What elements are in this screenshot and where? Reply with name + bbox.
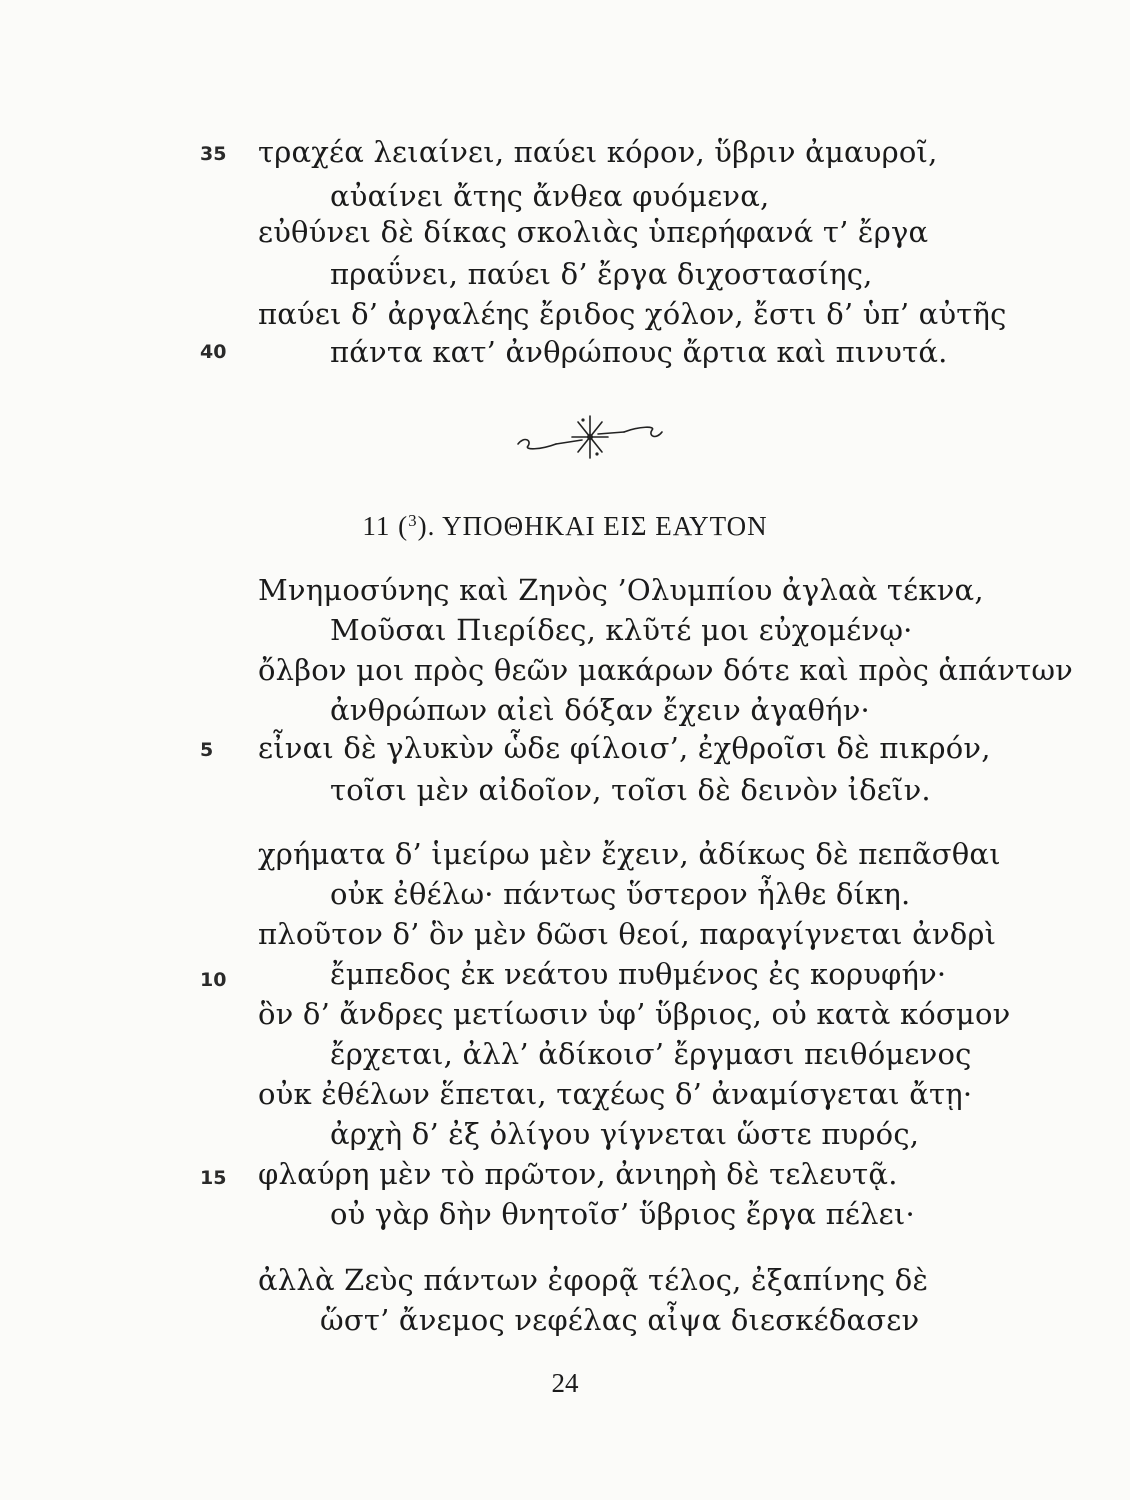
verse-line: οὐκ ἐθέλων ἕπεται, ταχέως δ’ ἀναμίσγεται ἄτῃ· bbox=[258, 1077, 973, 1111]
poem-title: 11 ($^3$). ΥΠΟΘΗΚΑΙ ΕΙΣ ΕΑΥΤΟΝ bbox=[362, 511, 768, 541]
verse-line: ἀλλὰ Ζεὺς πάντων ἐφορᾷ τέλος, ἐξαπίνης δὲ bbox=[258, 1263, 929, 1297]
verse-line: αὐαίνει ἄτης ἄνθεα φυόμενα, bbox=[330, 179, 770, 213]
verse-line: ἔμπεδος ἐκ νεάτου πυθμένος ἐς κορυφήν· bbox=[330, 957, 947, 991]
verse-line: Μνημοσύνης καὶ Ζηνὸς ’Ολυμπίου ἀγλαὰ τέκνα, bbox=[258, 573, 984, 607]
verse-line: Μοῦσαι Πιερίδες, κλῦτέ μοι εὐχομένῳ· bbox=[330, 613, 913, 647]
verse-line: τραχέα λειαίνει, παύει κόρον, ὕβριν ἀμαυροῖ, bbox=[258, 135, 938, 169]
verse-line: οὐκ ἐθέλω· πάντως ὕστερον ἦλθε δίκη. bbox=[330, 877, 911, 911]
verse-line: ὥστ’ ἄνεμος νεφέλας αἶψα διεσκέδασεν bbox=[320, 1303, 920, 1337]
verse-line: παύει δ’ ἀργαλέης ἔριδος χόλον, ἔστι δ’ ὑπ’ αὐτῆς bbox=[258, 297, 1007, 331]
verse-line: εἶναι δὲ γλυκὺν ὧδε φίλοισ’, ἐχθροῖσι δὲ πικρόν, bbox=[258, 731, 991, 765]
verse-line: ὄλβον μοι πρὸς θεῶν μακάρων δότε καὶ πρὸς ἁπάντων bbox=[258, 653, 1074, 687]
verse-line: ἀνθρώπων αἰεὶ δόξαν ἔχειν ἀγαθήν· bbox=[330, 693, 870, 727]
verse-line: φλαύρη μὲν τὸ πρῶτον, ἀνιηρὴ δὲ τελευτᾷ. bbox=[258, 1157, 898, 1191]
line-number: 5 bbox=[200, 739, 214, 761]
fleuron-ornament-icon bbox=[510, 410, 670, 466]
verse-line: πλοῦτον δ’ ὃν μὲν δῶσι θεοί, παραγίγνεται ἀνδρὶ bbox=[258, 917, 997, 951]
verse-line: τοῖσι μὲν αἰδοῖον, τοῖσι δὲ δεινὸν ἰδεῖν. bbox=[330, 773, 931, 807]
verse-line: εὐθύνει δὲ δίκας σκολιὰς ὑπερήφανά τ’ ἔργα bbox=[258, 215, 929, 249]
source-superscript: 3 bbox=[408, 511, 418, 530]
verse-line: ὃν δ’ ἄνδρες μετίωσιν ὑφ’ ὕβριος, οὐ κατὰ κόσμον bbox=[258, 997, 1011, 1031]
verse-line: ἔρχεται, ἀλλ’ ἀδίκοισ’ ἔργμασι πειθόμενος bbox=[330, 1037, 972, 1071]
poem-title-text: ΥΠΟΘΗΚΑΙ ΕΙΣ ΕΑΥΤΟΝ bbox=[442, 511, 768, 541]
line-number: 15 bbox=[200, 1167, 227, 1189]
page-number: 24 bbox=[551, 1368, 579, 1398]
verse-line: πραΰνει, παύει δ’ ἔργα διχοστασίης, bbox=[330, 257, 873, 291]
line-number: 35 bbox=[200, 143, 227, 165]
poem-number: 11 bbox=[362, 511, 391, 541]
verse-line: οὐ γὰρ δὴν θνητοῖσ’ ὕβριος ἔργα πέλει· bbox=[330, 1197, 915, 1231]
verse-line: πάντα κατ’ ἀνθρώπους ἄρτια καὶ πινυτά. bbox=[330, 335, 948, 369]
verse-line: χρήματα δ’ ἱμείρω μὲν ἔχειν, ἀδίκως δὲ πεπᾶσθαι bbox=[258, 837, 1001, 871]
verse-line: ἀρχὴ δ’ ἐξ ὀλίγου γίγνεται ὥστε πυρός, bbox=[330, 1117, 920, 1151]
line-number: 10 bbox=[200, 969, 227, 991]
line-number: 40 bbox=[200, 341, 227, 363]
